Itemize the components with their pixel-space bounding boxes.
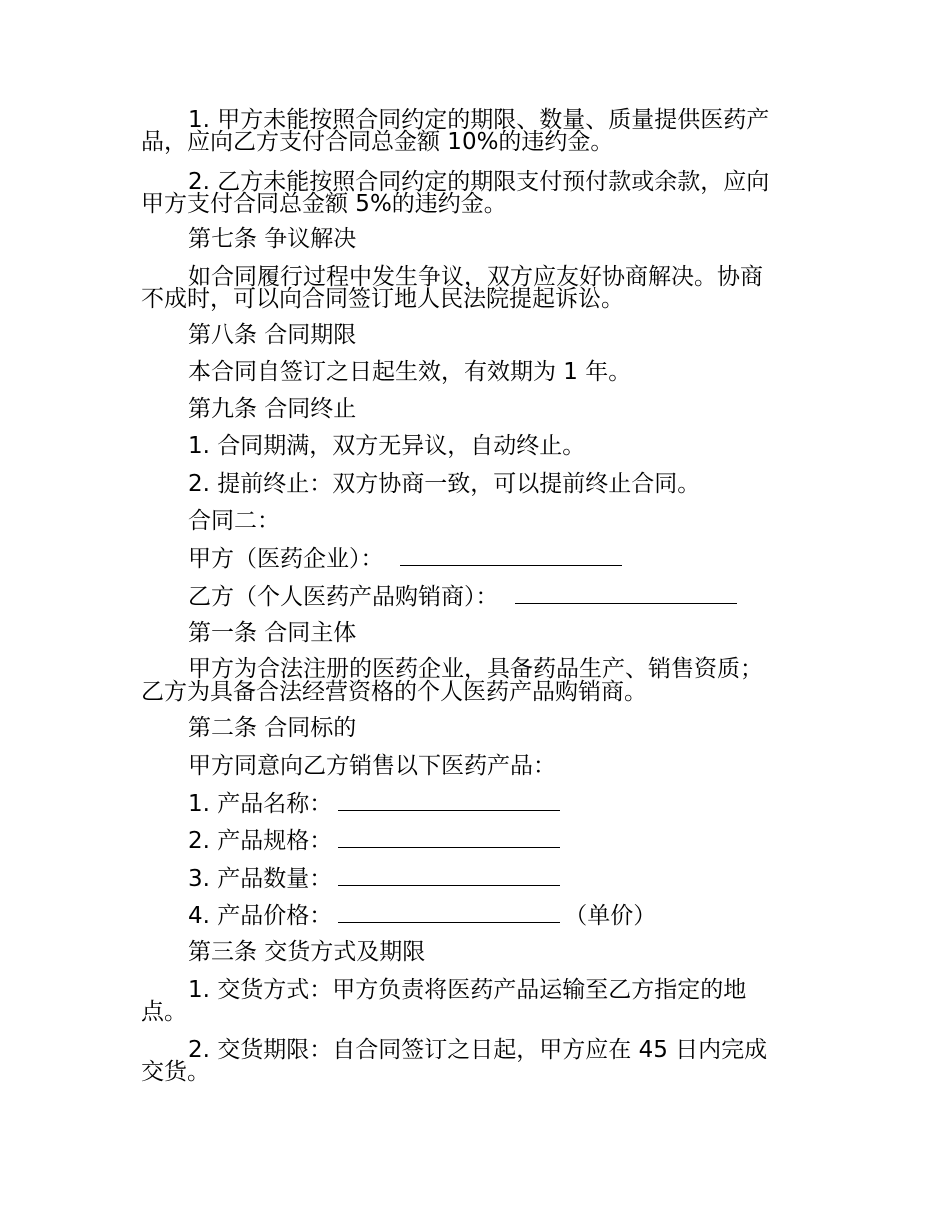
article-2-heading: 第二条 合同标的 [188, 715, 357, 741]
product-name-line [188, 791, 868, 817]
article-8-heading: 第八条 合同期限 [188, 322, 357, 348]
party-a-label: 甲方（医药企业）： [188, 546, 384, 572]
breach-clause-1-line-2: 品，应向乙方支付合同总金额 10%的违约金。 [141, 129, 614, 155]
product-quantity-label: 3. 产品数量： [188, 866, 333, 892]
product-spec-label: 2. 产品规格： [188, 828, 333, 854]
breach-clause-2-line-2: 甲方支付合同总金额 5%的违约金。 [141, 191, 507, 217]
party-b-label: 乙方（个人医药产品购销商）： [188, 584, 499, 610]
product-price-line [188, 903, 868, 929]
contract-two-heading: 合同二： [188, 508, 280, 534]
delivery-deadline-line-2: 交货。 [141, 1059, 210, 1085]
delivery-deadline-line-1: 2. 交货期限：自合同签订之日起，甲方应在 45 日内完成 [188, 1037, 768, 1063]
party-b-blank [515, 584, 737, 604]
product-price-label: 4. 产品价格： [188, 903, 333, 929]
parties-line-1: 甲方为合法注册的医药企业，具备药品生产、销售资质； [188, 656, 763, 682]
dispute-line-1: 如合同履行过程中发生争议，双方应友好协商解决。协商 [188, 264, 763, 290]
term-text: 本合同自签订之日起生效，有效期为 1 年。 [188, 359, 632, 385]
product-name-blank [338, 791, 560, 811]
breach-clause-1-line-1: 1. 甲方未能按照合同约定的期限、数量、质量提供医药产 [188, 107, 770, 133]
party-a-line [188, 546, 868, 572]
product-spec-blank [338, 828, 560, 848]
article-7-heading: 第七条 争议解决 [188, 226, 357, 252]
subject-intro: 甲方同意向乙方销售以下医药产品： [188, 753, 556, 779]
product-spec-line [188, 828, 868, 854]
product-quantity-blank [338, 866, 560, 886]
product-name-label: 1. 产品名称： [188, 791, 333, 817]
delivery-method-line-2: 点。 [141, 999, 187, 1025]
article-1-heading: 第一条 合同主体 [188, 620, 357, 646]
party-a-blank [400, 546, 622, 566]
parties-line-2: 乙方为具备合法经营资格的个人医药产品购销商。 [141, 679, 647, 705]
product-quantity-line [188, 866, 868, 892]
dispute-line-2: 不成时，可以向合同签订地人民法院提起诉讼。 [141, 286, 624, 312]
delivery-method-line-1: 1. 交货方式：甲方负责将医药产品运输至乙方指定的地 [188, 977, 747, 1003]
party-b-line [188, 584, 868, 610]
article-9-heading: 第九条 合同终止 [188, 396, 357, 422]
termination-item-1: 1. 合同期满，双方无异议，自动终止。 [188, 433, 586, 459]
termination-item-2: 2. 提前终止：双方协商一致，可以提前终止合同。 [188, 471, 701, 497]
article-3-heading: 第三条 交货方式及期限 [188, 939, 426, 965]
breach-clause-2-line-1: 2. 乙方未能按照合同约定的期限支付预付款或余款，应向 [188, 169, 770, 195]
unit-price-note: （单价） [564, 903, 657, 929]
product-price-blank [338, 903, 560, 923]
